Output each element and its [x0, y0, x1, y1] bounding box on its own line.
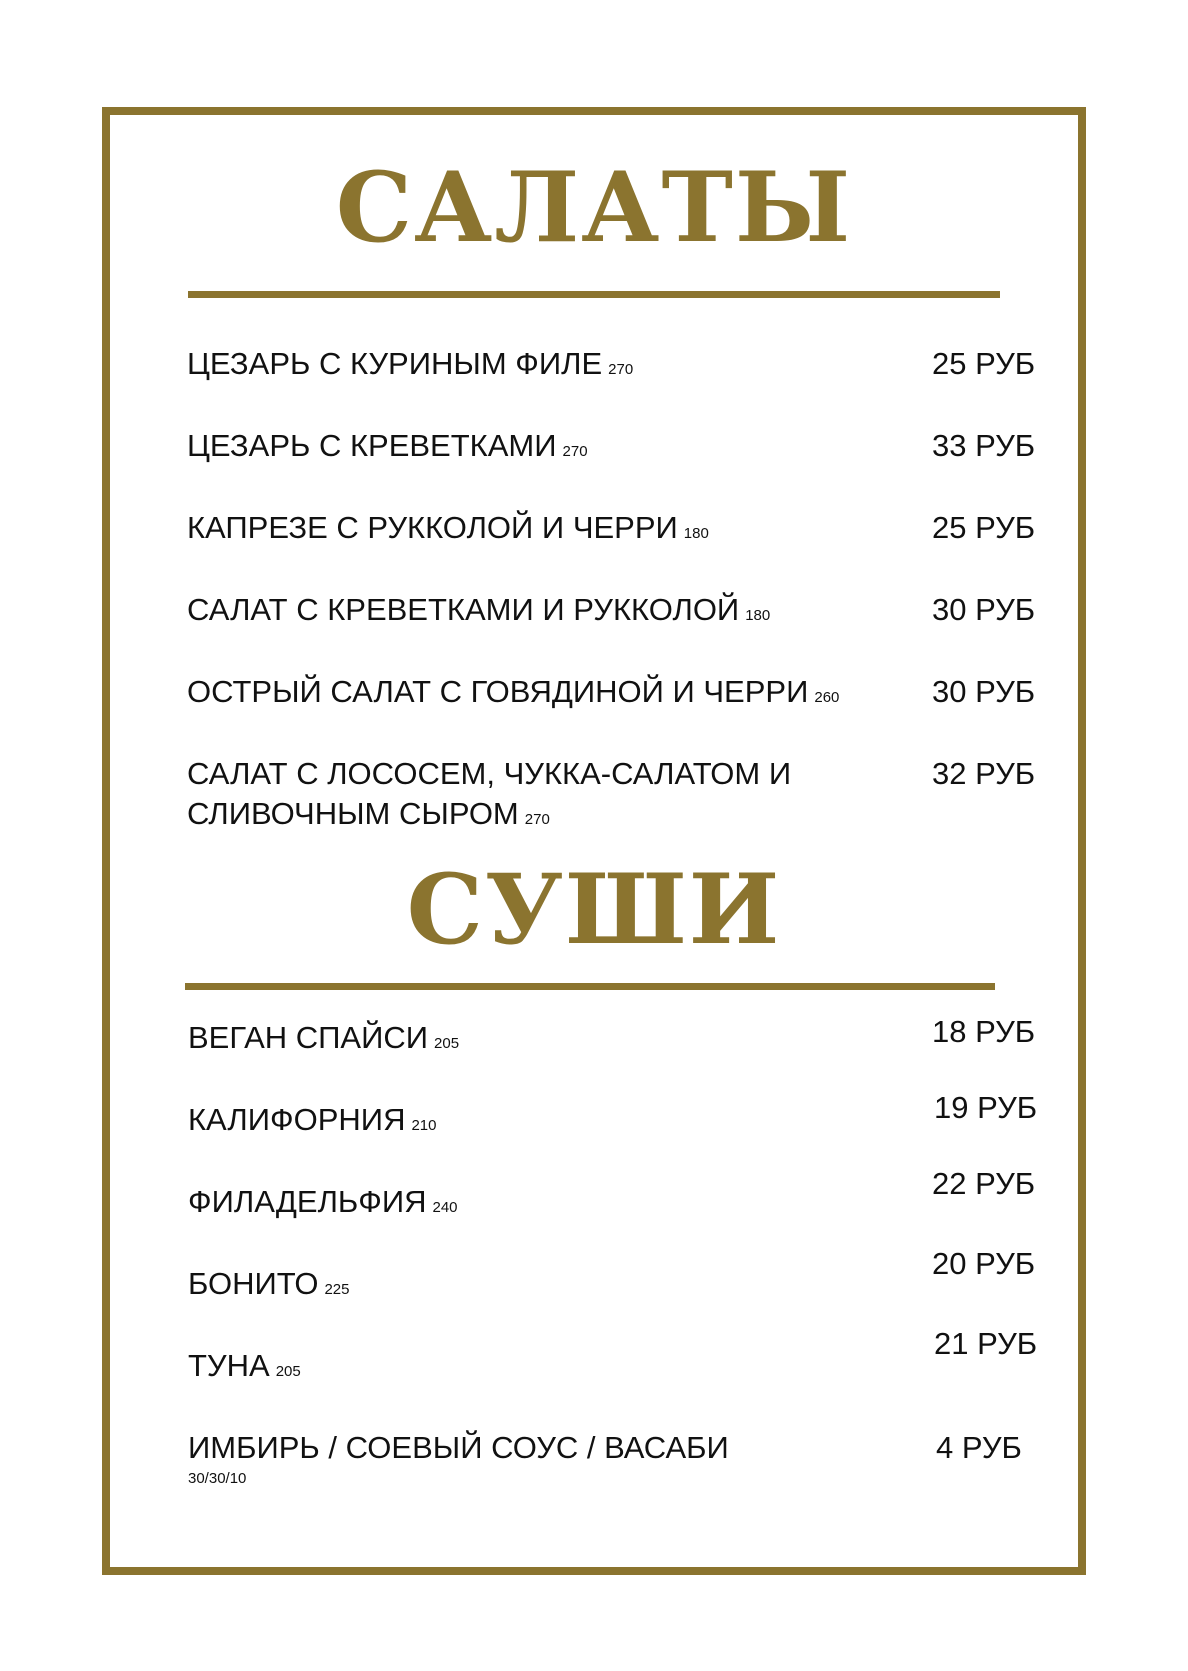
menu-item-bonito: [188, 1264, 349, 1310]
item-price: 32 РУБ: [932, 756, 1036, 791]
menu-item-caesar-chicken: [187, 344, 633, 390]
item-weight: 30/30/10: [188, 1470, 247, 1487]
item-price: 30 РУБ: [932, 674, 1036, 709]
item-name: ТУНА: [188, 1348, 270, 1383]
sushi-title: СУШИ: [406, 853, 782, 966]
item-weight: 225: [324, 1281, 350, 1298]
item-name: ОСТРЫЙ САЛАТ С ГОВЯДИНОЙ И ЧЕРРИ: [187, 674, 809, 709]
item-weight: 270: [608, 361, 634, 378]
item-price: 33 РУБ: [932, 428, 1036, 463]
item-price: 25 РУБ: [932, 510, 1036, 545]
menu-item-caprese: [187, 508, 709, 554]
item-name: КАЛИФОРНИЯ: [188, 1102, 406, 1137]
item-name: ВЕГАН СПАЙСИ: [188, 1020, 429, 1055]
item-price: 4 РУБ: [936, 1430, 1022, 1465]
menu-item-salmon-chuka-salad-line2: [187, 794, 550, 840]
item-name: БОНИТО: [188, 1266, 319, 1301]
menu-item-philadelphia: [188, 1182, 458, 1228]
item-name-line1: САЛАТ С ЛОСОСЕМ, ЧУККА-САЛАТОМ И: [187, 756, 792, 791]
item-price: 22 РУБ: [932, 1166, 1036, 1201]
item-weight: 205: [275, 1363, 301, 1380]
salads-divider: [188, 291, 1000, 298]
item-name: САЛАТ С КРЕВЕТКАМИ И РУККОЛОЙ: [187, 592, 740, 627]
item-weight: 210: [411, 1117, 437, 1134]
item-name: ФИЛАДЕЛЬФИЯ: [188, 1184, 427, 1219]
item-weight: 180: [745, 607, 771, 624]
menu-item-caesar-shrimp: [187, 426, 588, 472]
sushi-divider: [185, 983, 995, 990]
salads-title: САЛАТЫ: [335, 151, 853, 264]
menu-item-california: [188, 1100, 437, 1146]
item-price: 30 РУБ: [932, 592, 1036, 627]
menu-item-tuna: [188, 1346, 301, 1392]
item-name-line2: СЛИВОЧНЫМ СЫРОМ: [187, 796, 519, 831]
item-weight: 270: [524, 811, 550, 828]
menu-item-shrimp-arugula-salad: [187, 590, 770, 636]
menu-item-salmon-chuka-salad: [187, 754, 791, 794]
menu-item-ginger-soy-wasabi: [188, 1428, 729, 1487]
item-weight: 270: [562, 443, 588, 460]
item-name: ЦЕЗАРЬ С КРЕВЕТКАМИ: [187, 428, 557, 463]
item-weight: 180: [683, 525, 709, 542]
item-name: ЦЕЗАРЬ С КУРИНЫМ ФИЛЕ: [187, 346, 603, 381]
menu-item-spicy-beef-salad: [187, 672, 839, 718]
item-price: 19 РУБ: [934, 1090, 1038, 1125]
item-name: ИМБИРЬ / СОЕВЫЙ СОУС / ВАСАБИ: [188, 1430, 729, 1465]
item-price: 18 РУБ: [932, 1014, 1036, 1049]
item-price: 25 РУБ: [932, 346, 1036, 381]
item-weight: 260: [814, 689, 840, 706]
item-price: 21 РУБ: [934, 1326, 1038, 1361]
item-weight: 240: [432, 1199, 458, 1216]
item-name: КАПРЕЗЕ С РУККОЛОЙ И ЧЕРРИ: [187, 510, 678, 545]
menu-item-vegan-spicy: [188, 1018, 459, 1064]
item-price: 20 РУБ: [932, 1246, 1036, 1281]
item-weight: 205: [434, 1035, 460, 1052]
